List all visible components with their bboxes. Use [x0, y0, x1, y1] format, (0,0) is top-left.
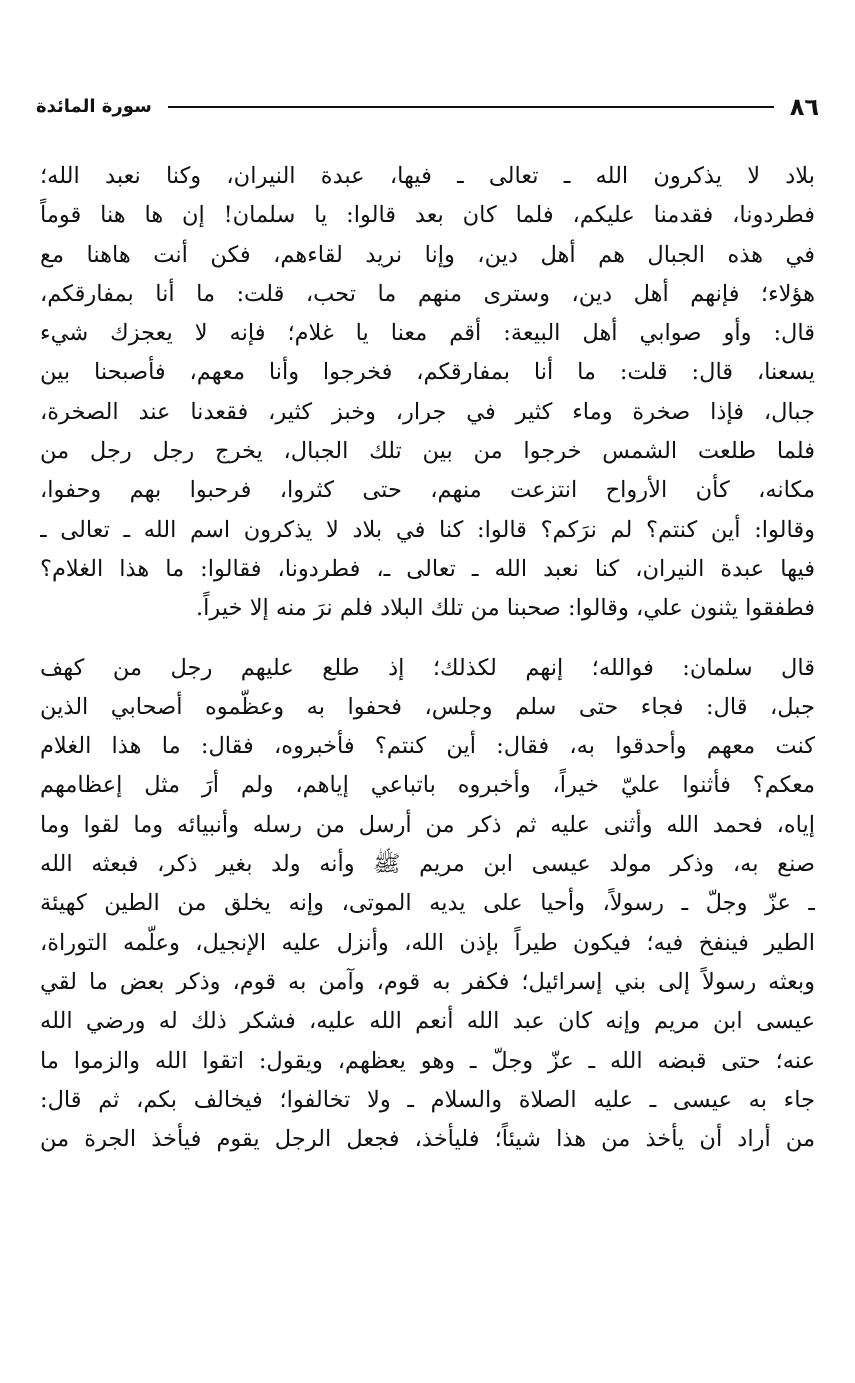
text-line: جاء به عيسى ـ عليه الصلاة والسلام ـ ولا تخالفوا؛ فيخالف بكم، ثم قال:	[40, 1086, 815, 1113]
text-line: قال: وأو صوابي أهل البيعة: أقم معنا يا غلام؛ فإنه لا يعجزك شيء	[40, 320, 815, 347]
text-line: عنه؛ حتى قبضه الله ـ عزّ وجلّ ـ وهو يعظهم، ويقول: اتقوا الله والزموا ما	[40, 1047, 815, 1074]
text-line: الطير فينفخ فيه؛ فيكون طيراً بإذن الله، وأنزل عليه الإنجيل، وعلّمه التوراة،	[40, 929, 815, 956]
text-line: قال سلمان: فوالله؛ إنهم لكذلك؛ إذ طلع عليهم رجل من كهف	[40, 654, 815, 681]
text-line: يسعنا، قال: قلت: ما أنا بمفارقكم، فخرجوا وأنا معهم، فأصبحنا بين	[40, 359, 815, 386]
text-line: في هذه الجبال هم أهل دين، وإنا نريد لقاءهم، فكن أنت هاهنا مع	[40, 241, 815, 268]
text-line: معكم؟ فأثنوا عليّ خيراً، وأخبروه باتباعي إياهم، ولم أرَ مثل إعظامهم	[40, 772, 815, 799]
text-line: كنت معهم وأحدقوا به، فقال: أين كنتم؟ فأخبروه، فقال: ما هذا الغلام	[40, 733, 815, 760]
text-line: عيسى ابن مريم وإنه كان عبد الله أنعم الله عليه، فشكر ذلك له ورضي الله	[40, 1008, 815, 1035]
text-line: صنع به، وذكر مولد عيسى ابن مريم ﷺ وأنه ولد بغير ذكر، فبعثه الله	[40, 851, 815, 878]
text-line: جبل، قال: فجاء حتى سلم وجلس، فحفوا به وعظّموه أصحابي الذين	[40, 693, 815, 720]
text-line: مكانه، كأن الأرواح انتزعت منهم، حتى كثروا، فرحبوا بهم وحفوا،	[40, 477, 815, 504]
text-line: من أراد أن يأخذ من هذا شيئاً؛ فليأخذ، فجعل الرجل يقوم فيأخذ الجرة من	[40, 1126, 815, 1153]
text-line: فلما طلعت الشمس خرجوا من بين تلك الجبال، يخرج رجل رجل من	[40, 438, 815, 465]
body-text	[40, 157, 815, 1159]
text-line: فيها عبدة النيران، كنا نعبد الله ـ تعالى ـ، فطردونا، فقالوا: ما هذا الغلام؟	[40, 555, 815, 582]
text-line: بلاد لا يذكرون الله ـ تعالى ـ فيها، عبدة النيران، وكنا نعبد الله؛	[40, 163, 815, 189]
page-number: ٨٦	[789, 93, 819, 121]
header-rule	[168, 106, 774, 108]
text-line: فطردونا، فقدمنا عليكم، فلما كان بعد قالوا: يا سلمان! إن ها هنا قوماً	[40, 202, 815, 229]
text-line: هؤلاء؛ فإنهم أهل دين، وسترى منهم ما تحب، قلت: ما أنا بمفارقكم،	[40, 280, 815, 307]
text-line: وقالوا: أين كنتم؟ لم نرَكم؟ قالوا: كنا في بلاد لا يذكرون اسم الله ـ تعالى ـ	[40, 516, 815, 543]
text-line: وبعثه رسولاً إلى بني إسرائيل؛ فكفر به قوم، وآمن به قوم، وذكر بعض ما لقي	[40, 968, 815, 995]
paragraph	[40, 157, 815, 629]
text-line: ـ عزّ وجلّ ـ رسولاً، وأحيا على يديه الموتى، وإنه يخلق من الطين كهيئة	[40, 890, 815, 917]
text-line: إياه، فحمد الله وأثنى عليه ثم ذكر من أرسل من رسله وأنبيائه وما لقوا وما	[40, 811, 815, 838]
text-line: جبال، فإذا صخرة وماء كثير في جرار، وخبز كثير، فقعدنا عند الصخرة،	[40, 398, 815, 425]
paragraph-gap	[40, 629, 815, 649]
chapter-title: سورة المائدة	[36, 96, 152, 117]
paragraph	[40, 649, 815, 1160]
page-header	[36, 92, 819, 122]
text-line: فطفقوا يثنون علي، وقالوا: صحبنا من تلك البلاد فلم نرَ منه إلا خيراً.	[196, 595, 815, 622]
